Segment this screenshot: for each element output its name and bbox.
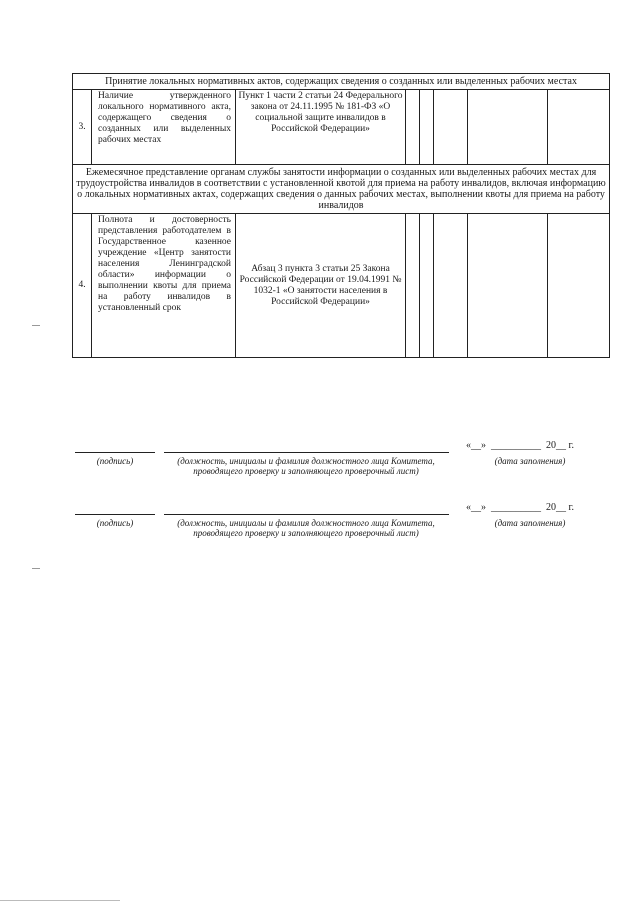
section-heading-row [73, 74, 610, 90]
position-caption: (должность, инициалы и фамилия должностного лица Комитета, проводящего проверку и заполняющего проверочный лист) [177, 518, 435, 538]
checklist-table [72, 73, 610, 358]
table-row [73, 214, 610, 358]
requirement-question: Полнота и достоверность представления работодателем в Государственное казенное учреждение «Центр занятости населения Ленинградской области» информации о выполнении квоты для приема на работу инвалидов в установленный срок [92, 214, 236, 358]
scan-mark [32, 568, 40, 569]
date-caption: (дата заполнения) [494, 518, 566, 528]
requirement-question: Наличие утвержденного локального нормативного акта, содержащего сведения о созданных или выделенных рабочих местах [92, 90, 236, 165]
answer-cell[interactable] [548, 214, 610, 358]
position-line[interactable] [164, 514, 449, 515]
date-field[interactable]: «__» __________ 20__ г. [466, 502, 574, 513]
signature-line[interactable] [75, 514, 155, 515]
signature-caption: (подпись) [96, 518, 134, 528]
answer-cell[interactable] [468, 90, 548, 165]
signature-line[interactable] [75, 452, 155, 453]
answer-cell[interactable] [434, 214, 468, 358]
section-heading: Принятие локальных нормативных актов, содержащих сведения о созданных или выделенных рабочих местах [73, 74, 610, 90]
answer-cell[interactable] [548, 90, 610, 165]
scan-mark [32, 325, 40, 326]
answer-cell[interactable] [434, 90, 468, 165]
signature-caption: (подпись) [96, 456, 134, 466]
answer-cell[interactable] [406, 214, 420, 358]
position-line[interactable] [164, 452, 449, 453]
answer-cell[interactable] [420, 214, 434, 358]
row-number: 3. [73, 90, 92, 165]
answer-cell[interactable] [468, 214, 548, 358]
date-caption: (дата заполнения) [494, 456, 566, 466]
date-field[interactable]: «__» __________ 20__ г. [466, 440, 574, 451]
position-caption: (должность, инициалы и фамилия должностного лица Комитета, проводящего проверку и заполняющего проверочный лист) [177, 456, 435, 476]
legal-act-reference: Абзац 3 пункта 3 статьи 25 Закона Российской Федерации от 19.04.1991 № 1032-1 «О занятости населения в Российской Федерации» [236, 214, 406, 358]
row-number: 4. [73, 214, 92, 358]
scan-edge-mark [0, 900, 120, 901]
legal-act-reference: Пункт 1 части 2 статьи 24 Федерального закона от 24.11.1995 № 181-ФЗ «О социальной защите инвалидов в Российской Федерации» [236, 90, 406, 165]
section-heading-row [73, 165, 610, 214]
answer-cell[interactable] [406, 90, 420, 165]
answer-cell[interactable] [420, 90, 434, 165]
section-heading: Ежемесячное представление органам службы занятости информации о созданных или выделенных рабочих местах для трудоустройства инвалидов в соответствии с установленной квотой для приема на работу инвалидов, включая информацию о локальных нормативных актах, содержащих сведения о данных рабочих местах, выполнении квоты для приема на работу инвалидов [73, 165, 610, 214]
table-row [73, 90, 610, 165]
